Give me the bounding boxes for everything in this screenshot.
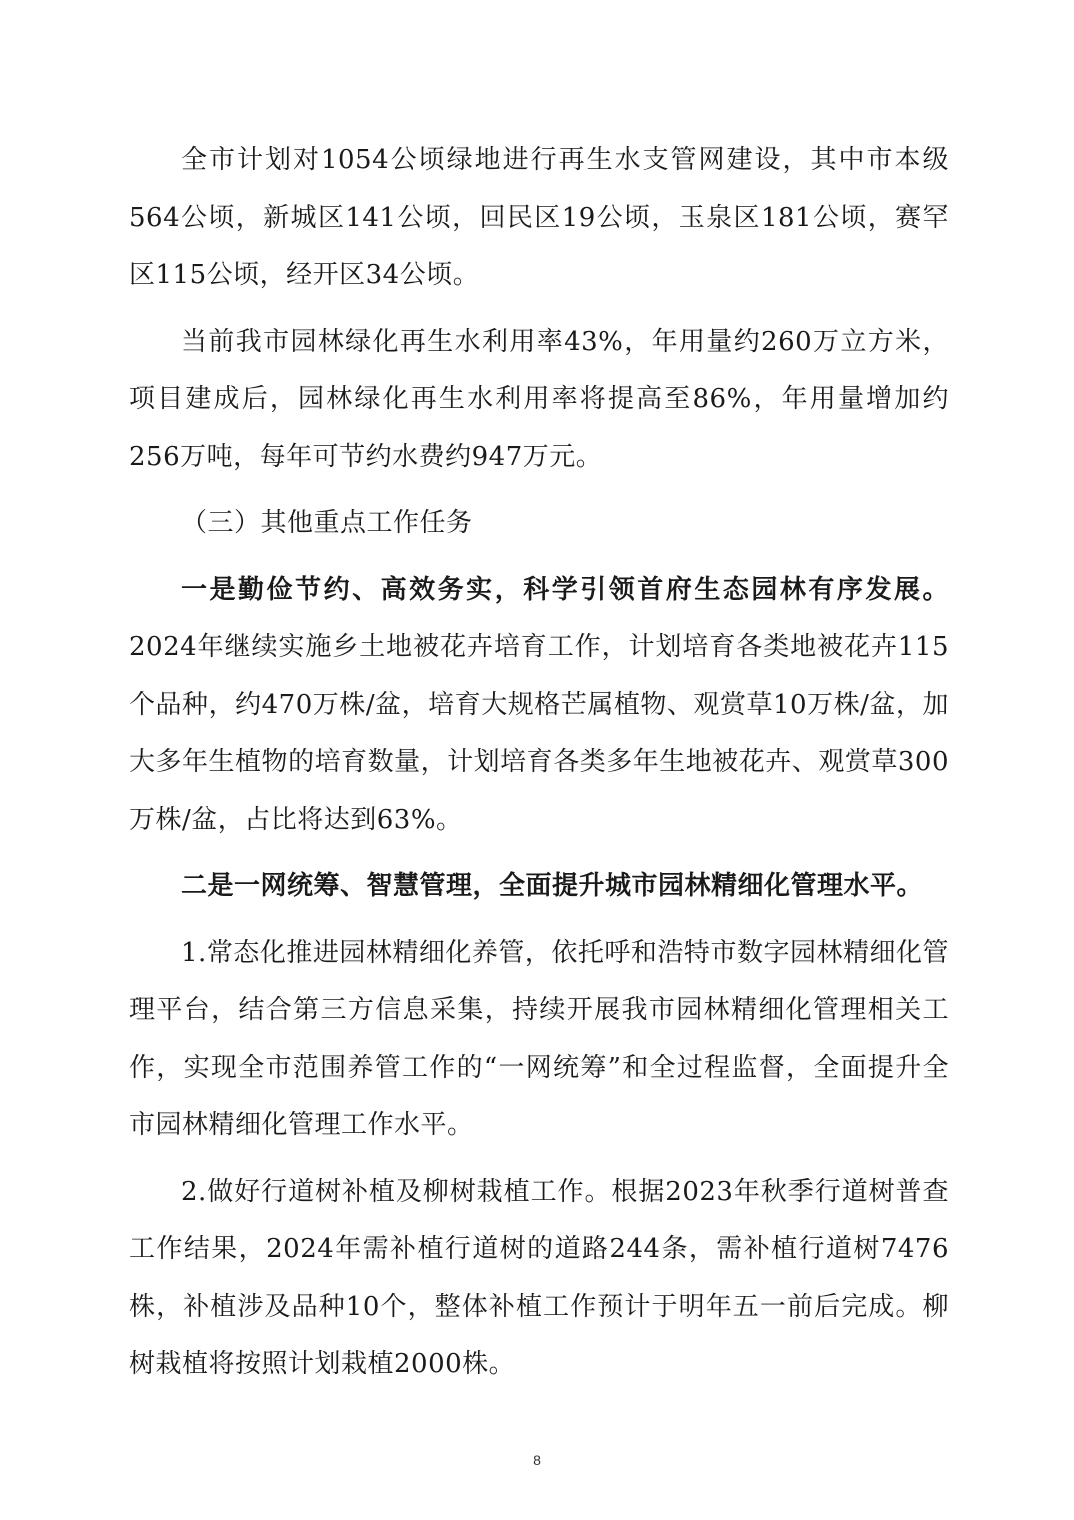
paragraph-task-one (129, 562, 949, 850)
section-heading-other-tasks: （三）其他重点工作任务 (181, 508, 473, 538)
paragraph-greenspace-plan: 全市计划对1054公顷绿地进行再生水支管网建设，其中市本级564公顷，新城区141公顷，回民区19公顷，玉泉区181公顷，赛罕区115公顷，经开区34公顷。 (129, 145, 949, 290)
paragraph-water-utilization: 当前我市园林绿化再生水利用率43%，年用量约260万立方米，项目建成后，园林绿化再生水利用率将提高至86%，年用量增加约256万吨，每年可节约水费约947万元。 (129, 326, 949, 472)
document-body (129, 132, 949, 1394)
paragraph-task-two-point-one: 1.常态化推进园林精细化养管，依托呼和浩特市数字园林精细化管理平台，结合第三方信息采集，持续开展我市园林精细化管理相关工作，实现全市范围养管工作的“一网统筹”和全过程监督，全面提升全市园林精细化管理工作水平。 (129, 937, 949, 1140)
page-number: 8 (533, 1452, 541, 1468)
task-one-lead: 一是勤俭节约、高效务实，科学引领首府生态园林有序发展。 (181, 574, 949, 605)
task-one-body: 2024年继续实施乡土地被花卉培育工作，计划培育各类地被花卉115个品种，约470万株/盆，培育大规格芒属植物、观赏草10万株/盆，加大多年生植物的培育数量，计划培育各类多年生地被花卉、观赏草300万株/盆，占比将达到63%。 (129, 632, 949, 835)
paragraph-task-two-point-two: 2.做好行道树补植及柳树栽植工作。根据2023年秋季行道树普查工作结果，2024年需补植行道树的道路244条，需补植行道树7476株，补植涉及品种10个，整体补植工作预计于明年五一前后完成。柳树栽植将按照计划栽植2000株。 (129, 1176, 949, 1379)
task-two-heading: 二是一网统筹、智慧管理，全面提升城市园林精细化管理水平。 (181, 871, 924, 901)
